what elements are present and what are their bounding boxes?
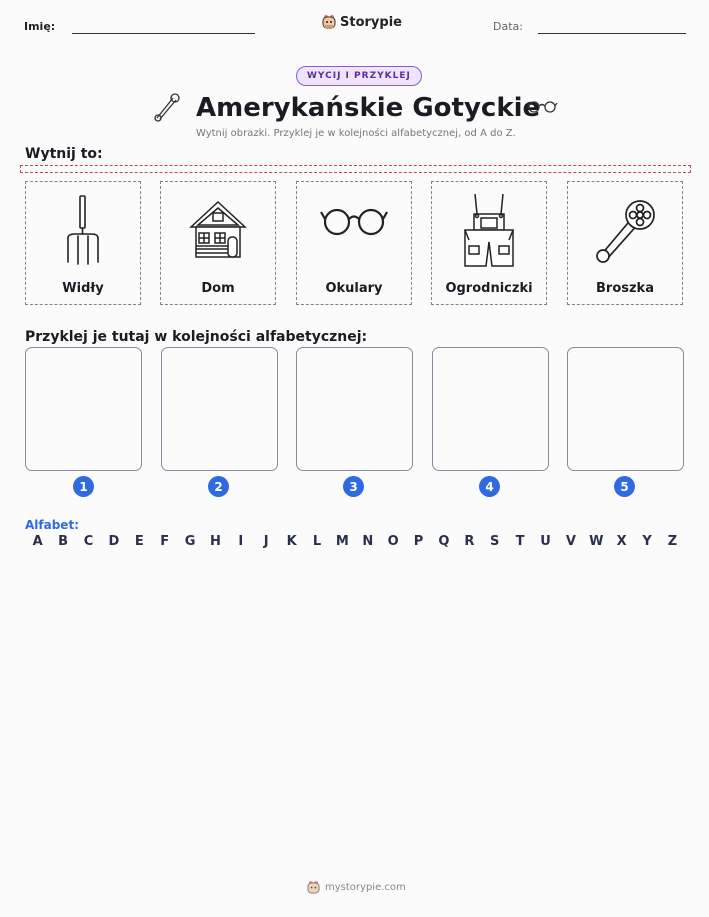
letter: I xyxy=(238,534,244,549)
instructions: Wytnij obrazki. Przyklej je w kolejności alfabetycznej, od A do Z. xyxy=(196,128,516,139)
paste-slot-4[interactable] xyxy=(432,347,549,471)
letter: C xyxy=(83,534,94,549)
letter: D xyxy=(108,534,120,549)
logo xyxy=(322,14,402,30)
storypie-footer-logo-icon xyxy=(307,880,320,895)
slot-number-4: 4 xyxy=(479,476,500,497)
paste-slot-3[interactable] xyxy=(296,347,413,471)
letter: Z xyxy=(667,534,678,549)
safety-pin-decor-icon xyxy=(153,92,181,126)
letter: R xyxy=(464,534,475,549)
letter: P xyxy=(413,534,424,549)
name-label: Imię: xyxy=(24,20,56,33)
paste-slot-5[interactable] xyxy=(567,347,684,471)
footer-text[interactable]: mystorypie.com xyxy=(325,882,406,893)
date-field-line[interactable] xyxy=(538,33,686,34)
paste-slot-2[interactable] xyxy=(161,347,278,471)
letter: S xyxy=(490,534,500,549)
card-label: Ogrodniczki xyxy=(445,281,533,296)
slot-number-3: 3 xyxy=(343,476,364,497)
card-pitchfork[interactable] xyxy=(25,181,141,305)
letter: A xyxy=(32,534,43,549)
glasses-icon xyxy=(297,182,411,262)
pitchfork-icon xyxy=(26,190,140,270)
letter: L xyxy=(312,534,322,549)
brooch-icon xyxy=(568,190,682,270)
slot-number-5: 5 xyxy=(614,476,635,497)
card-brooch[interactable] xyxy=(567,181,683,305)
letter: V xyxy=(565,534,576,549)
letter: Y xyxy=(642,534,652,549)
cut-line xyxy=(20,165,691,173)
overalls-icon xyxy=(432,190,546,270)
card-label: Widły xyxy=(62,281,104,296)
letter: Q xyxy=(438,534,450,549)
activity-badge: WYCIJ I PRZYKLEJ xyxy=(296,66,422,86)
letter: W xyxy=(589,534,604,549)
letter: J xyxy=(263,534,269,549)
card-label: Okulary xyxy=(325,281,383,296)
paste-section-label: Przyklej je tutaj w kolejności alfabetycznej: xyxy=(25,329,368,345)
letter: O xyxy=(387,534,399,549)
storypie-logo-icon xyxy=(322,14,336,30)
letter: E xyxy=(134,534,144,549)
paste-slot-1[interactable] xyxy=(25,347,142,471)
letter: H xyxy=(209,534,221,549)
slot-number-1: 1 xyxy=(73,476,94,497)
alphabet-row xyxy=(25,534,685,549)
card-house[interactable] xyxy=(160,181,276,305)
glasses-decor-icon xyxy=(526,98,558,118)
letter: T xyxy=(515,534,525,549)
letter: M xyxy=(335,534,349,549)
letter: X xyxy=(616,534,627,549)
card-label: Broszka xyxy=(596,281,654,296)
card-glasses[interactable] xyxy=(296,181,412,305)
card-overalls[interactable] xyxy=(431,181,547,305)
alphabet-label: Alfabet: xyxy=(25,518,79,532)
name-field-line[interactable] xyxy=(72,33,255,34)
letter: U xyxy=(540,534,551,549)
letter: K xyxy=(286,534,297,549)
footer xyxy=(307,880,406,895)
logo-text: Storypie xyxy=(340,14,402,30)
letter: N xyxy=(362,534,374,549)
house-icon xyxy=(161,190,275,270)
letter: B xyxy=(58,534,69,549)
date-label: Data: xyxy=(493,20,523,33)
letter: F xyxy=(160,534,170,549)
letter: G xyxy=(184,534,196,549)
slot-number-2: 2 xyxy=(208,476,229,497)
page-title: Amerykańskie Gotyckie xyxy=(196,93,541,123)
card-label: Dom xyxy=(201,281,235,296)
cut-section-label: Wytnij to: xyxy=(25,146,103,162)
